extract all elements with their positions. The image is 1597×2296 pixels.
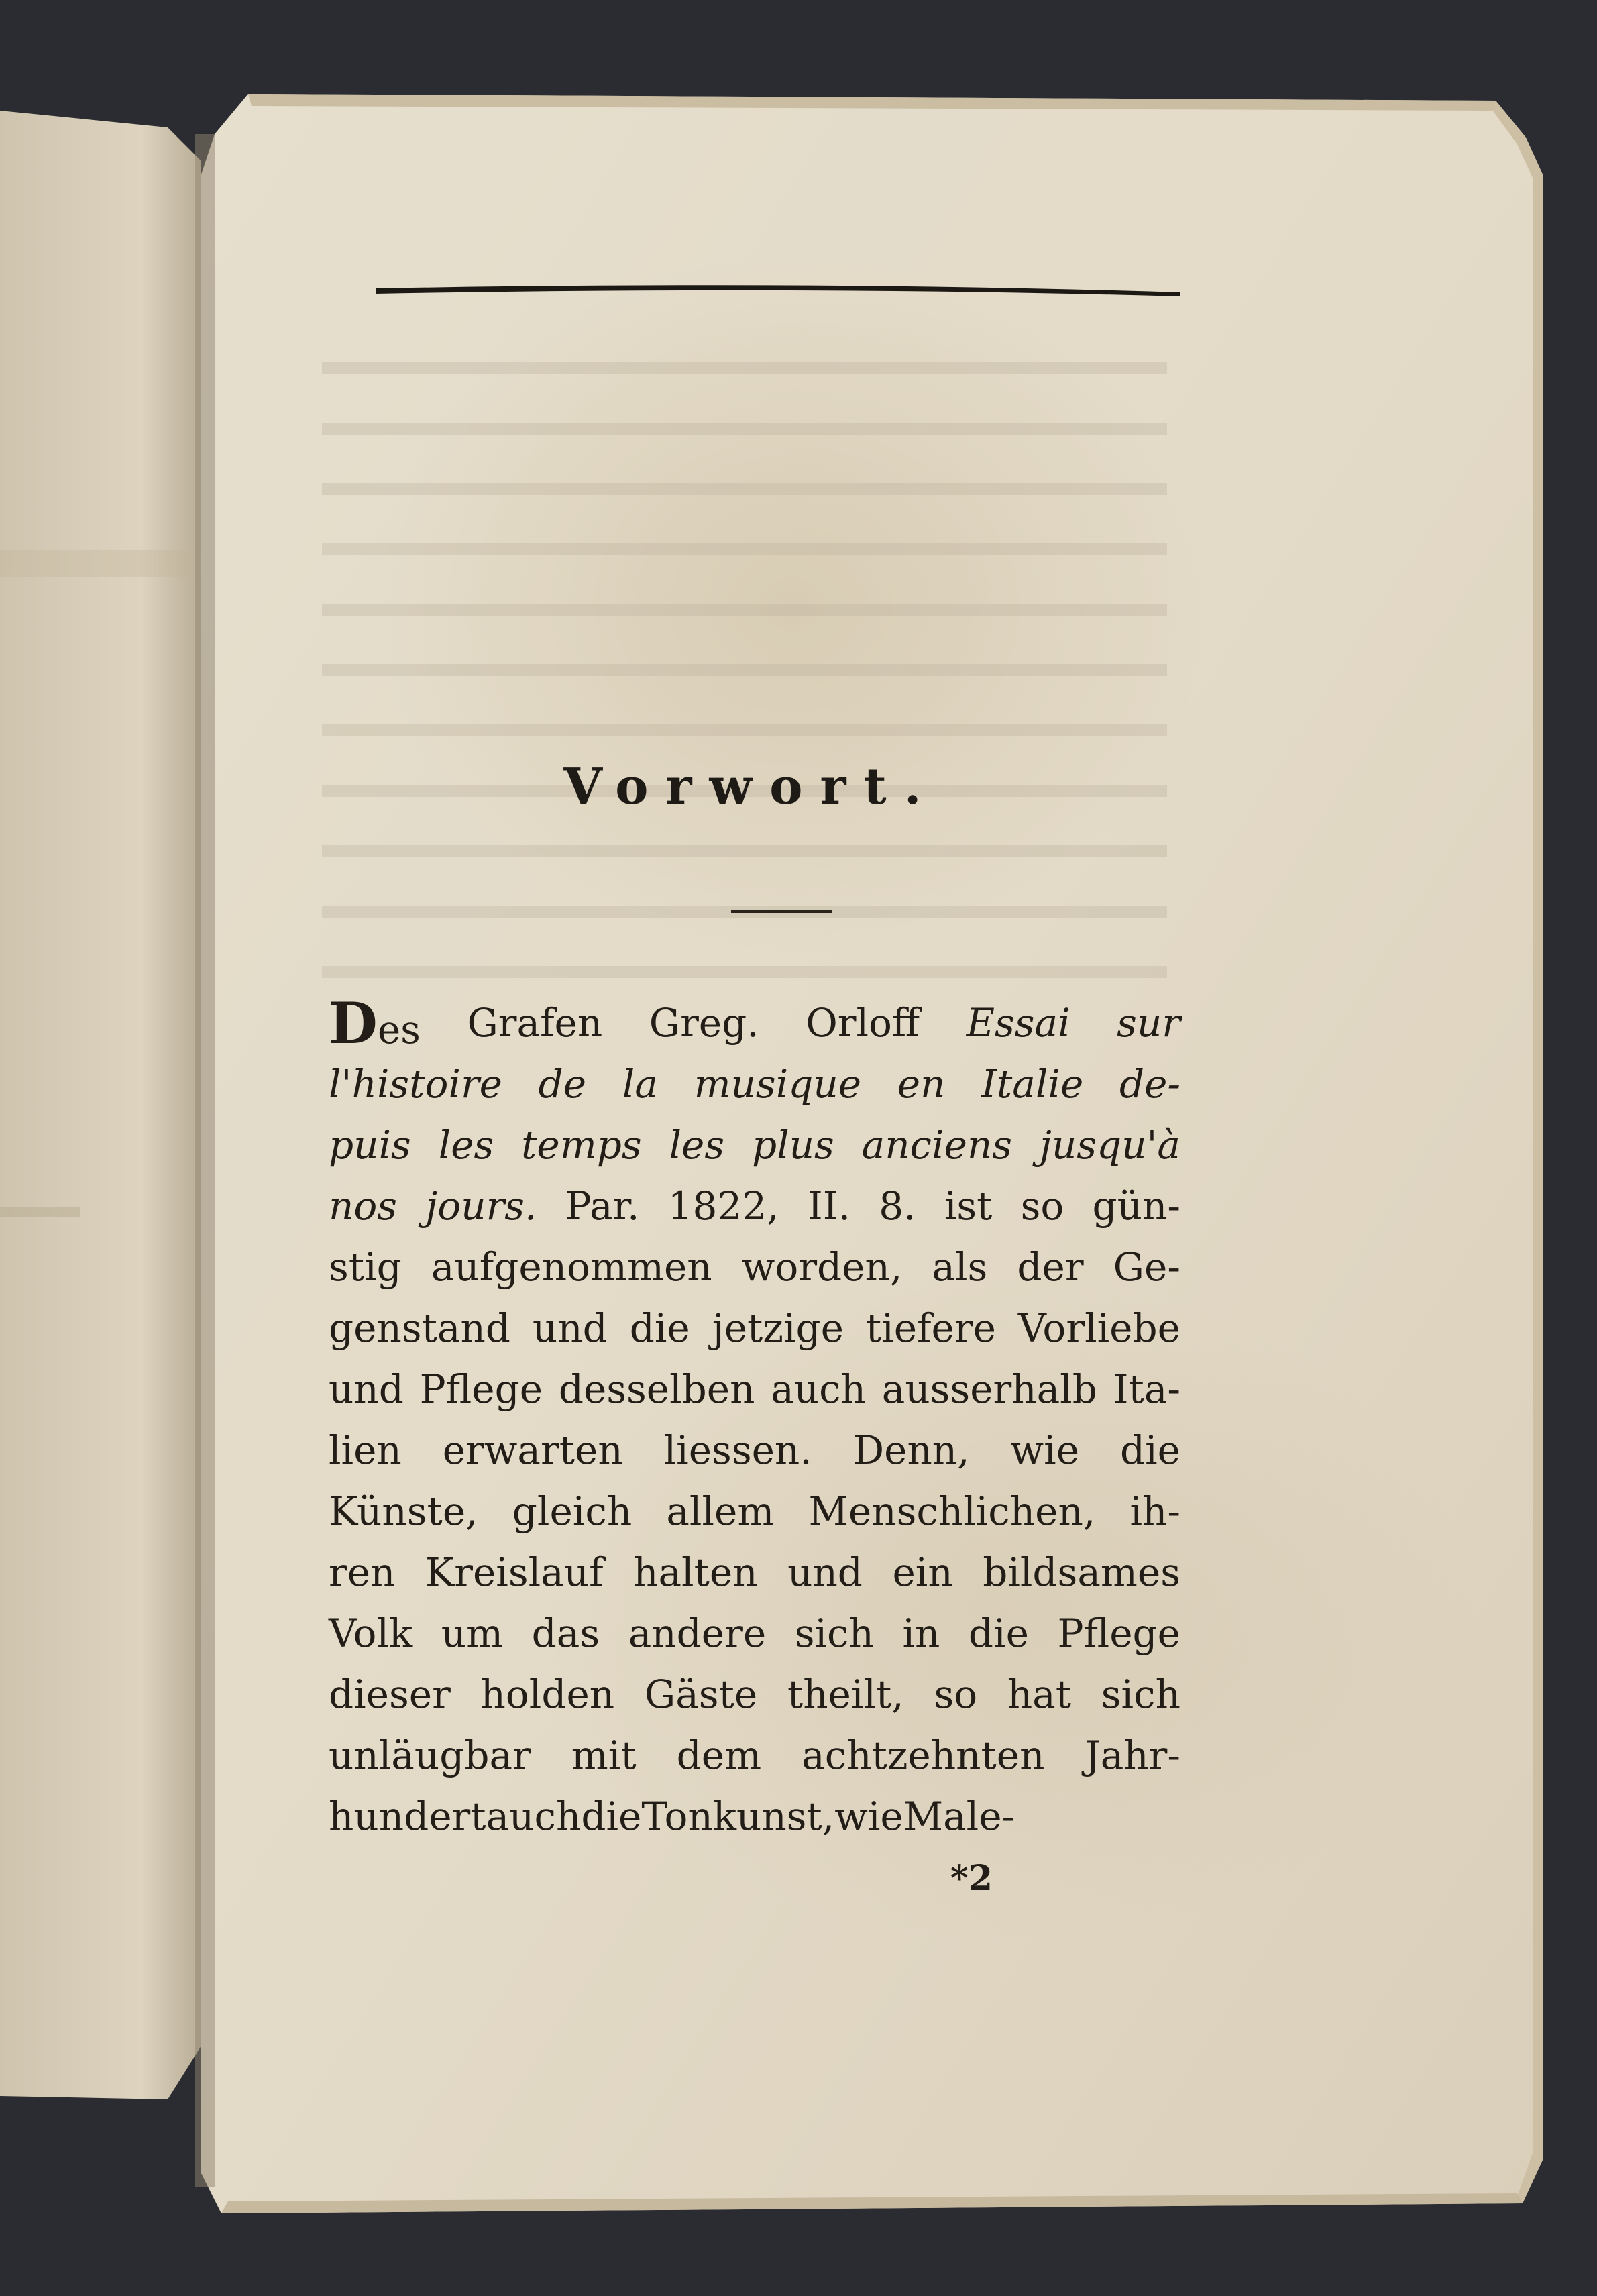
word: Denn, [852,1427,970,1473]
text-line [329,1237,1180,1298]
word: hundert [329,1794,486,1839]
italic-word: temps [521,1122,642,1168]
word: wie [1010,1427,1080,1473]
word: ausserhalb [881,1366,1097,1412]
word: Pflege [419,1366,543,1412]
word: Tonkunst, [641,1794,835,1839]
text-line [329,1298,1180,1359]
italic-word: de [538,1061,587,1107]
word: Male- [903,1794,1015,1839]
word: Orloff [806,1000,920,1046]
word: II. [807,1183,851,1229]
word: wie [834,1794,903,1839]
italic-word: les [438,1122,494,1168]
word: andere [628,1610,767,1656]
word: Volk [329,1610,413,1656]
text-line [329,1359,1180,1420]
word: jetzige [712,1305,844,1351]
italic-word: plus [751,1122,834,1168]
italic-word: musique [694,1061,862,1107]
word: gün- [1092,1183,1180,1229]
word: achtzehnten [802,1733,1045,1778]
word: als [932,1244,988,1290]
text-line [329,1176,1180,1237]
word: Vorliebe [1017,1305,1180,1351]
text-line [329,1115,1180,1176]
signature-mark: *2 [950,1858,993,1899]
word: genstand [329,1305,510,1351]
word: Kreislauf [425,1549,604,1595]
italic-word: Essai [966,1000,1070,1046]
italic-word: anciens [861,1122,1013,1168]
word: halten [633,1549,758,1595]
italic-word: l'histoire [329,1061,502,1107]
word: ren [329,1549,396,1595]
italic-word: puis [329,1122,411,1168]
word: Jahr- [1085,1733,1180,1778]
italic-word: jusqu'à [1039,1122,1180,1168]
word: theilt, [787,1672,904,1717]
word: lien [329,1427,402,1473]
word: die [1119,1427,1180,1473]
word: dem [676,1733,762,1778]
word: Gäste [644,1672,758,1717]
word: der [1017,1244,1084,1290]
word: so [1020,1183,1064,1229]
word: sich [1101,1672,1180,1717]
word: holden [480,1672,615,1717]
word: auch [771,1366,866,1412]
word: gleich [512,1488,632,1534]
word: so [934,1672,978,1717]
italic-word: sur [1117,1000,1180,1046]
word: Greg. [649,1000,759,1046]
text-line [329,1603,1180,1664]
heading-vorwort: Vorwort. [563,758,939,816]
word: und [532,1305,608,1351]
initial-letter: D [329,990,378,1056]
word: allem [666,1488,775,1534]
text-line [329,1664,1180,1725]
word: tiefere [865,1305,996,1351]
word: das [531,1610,600,1656]
word: die [581,1794,642,1839]
text-line [329,1542,1180,1603]
text-line [329,1725,1180,1786]
word: auch [486,1794,582,1839]
italic-word: Italie [981,1061,1084,1107]
word: liessen. [663,1427,812,1473]
word: ein [892,1549,953,1595]
word: ist [944,1183,993,1229]
word: dieser [329,1672,451,1717]
word: um [441,1610,504,1656]
word: Des [329,990,421,1056]
text-line [329,1054,1180,1115]
word: worden, [741,1244,903,1290]
word: die [629,1305,690,1351]
word: und [787,1549,863,1595]
word: desselben [558,1366,755,1412]
word: ih- [1130,1488,1180,1534]
italic-word: de- [1119,1061,1180,1107]
word: Grafen [467,1000,603,1046]
word: stig [329,1244,402,1290]
word: mit [571,1733,637,1778]
text-line [329,990,1180,1056]
word: hat [1007,1672,1072,1717]
word: Menschlichen, [808,1488,1096,1534]
word: in [902,1610,940,1656]
word: Künste, [329,1488,478,1534]
italic-word: la [622,1061,658,1107]
word: Par. [565,1183,640,1229]
word: Ge- [1113,1244,1180,1290]
word: die [968,1610,1029,1656]
word: 1822, [667,1183,779,1229]
word: sich [794,1610,874,1656]
italic-word: jours. [425,1183,537,1229]
text-line [329,1786,1180,1847]
body-text [329,990,1180,1847]
italic-word: en [897,1061,946,1107]
text-line [329,1420,1180,1481]
word: aufgenommen [431,1244,712,1290]
italic-word: les [669,1122,725,1168]
text-line [329,1481,1180,1542]
word: unläugbar [329,1733,531,1778]
word: Ita- [1113,1366,1180,1412]
word: bildsames [983,1549,1180,1595]
word: 8. [879,1183,916,1229]
word: und [329,1366,404,1412]
italic-word: nos [329,1183,398,1229]
word: Pflege [1057,1610,1180,1656]
word: erwarten [442,1427,623,1473]
